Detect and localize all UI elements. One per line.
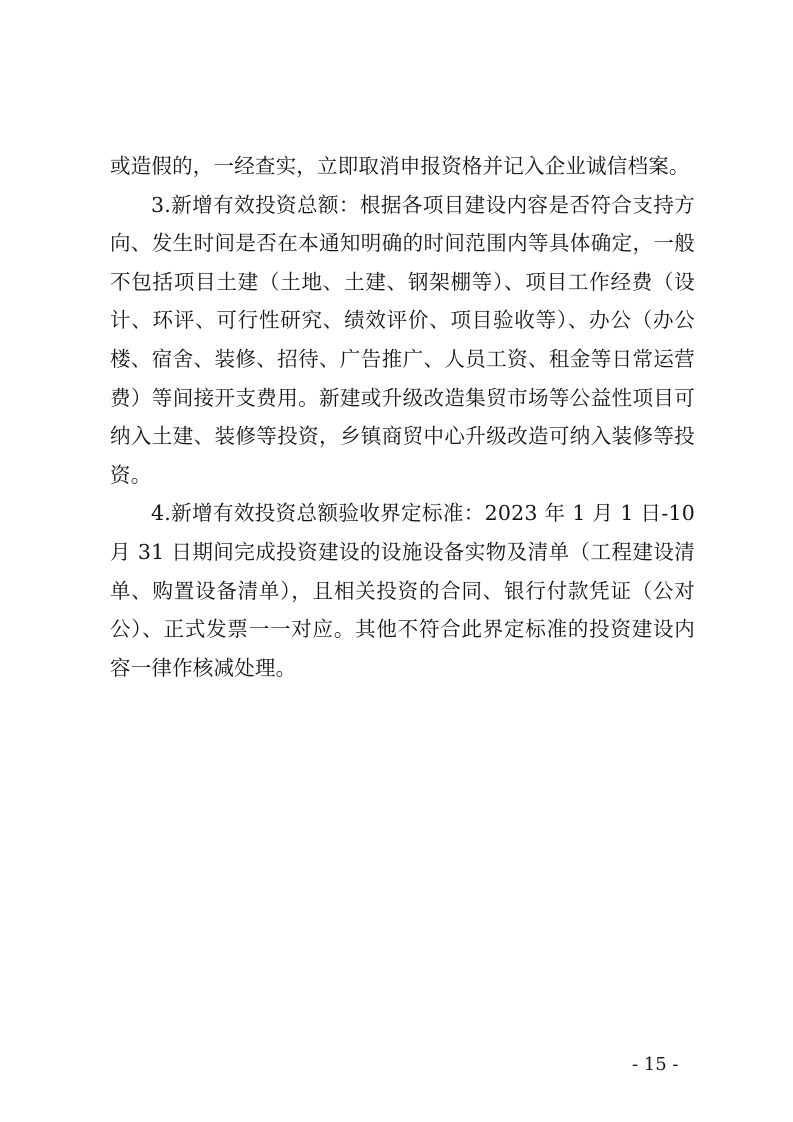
paragraph-item-4: 4.新增有效投资总额验收界定标准：2023 年 1 月 1 日-10 月 31 日期间完成投资建设的设施设备实物及清单（工程建设清单、购置设备清单），且相关投资的合同、银行付款凭证（公对公）、正式发票一一对应。其他不符合此界定标准的投资建设内容一律作核减处理。 — [110, 501, 695, 680]
paragraph-item-3: 3.新增有效投资总额：根据各项目建设内容是否符合支持方向、发生时间是否在本通知明确的时间范围内等具体确定，一般不包括项目土建（土地、土建、钢架棚等）、项目工作经费（设计、环评、可行性研究、绩效评价、项目验收等）、办公（办公楼、宿舍、装修、招待、广告推广、人员工资、租金等日常运营费）等间接开支费用。新建或升级改造集贸市场等公益性项目可纳入土建、装修等投资，乡镇商贸中心升级改造可纳入装修等投资。 — [110, 192, 695, 487]
body-text — [110, 147, 695, 687]
page-number: - 15 - — [632, 1054, 679, 1075]
paragraph-continuation: 或造假的，一经查实，立即取消申报资格并记入企业诚信档案。 — [110, 154, 690, 178]
